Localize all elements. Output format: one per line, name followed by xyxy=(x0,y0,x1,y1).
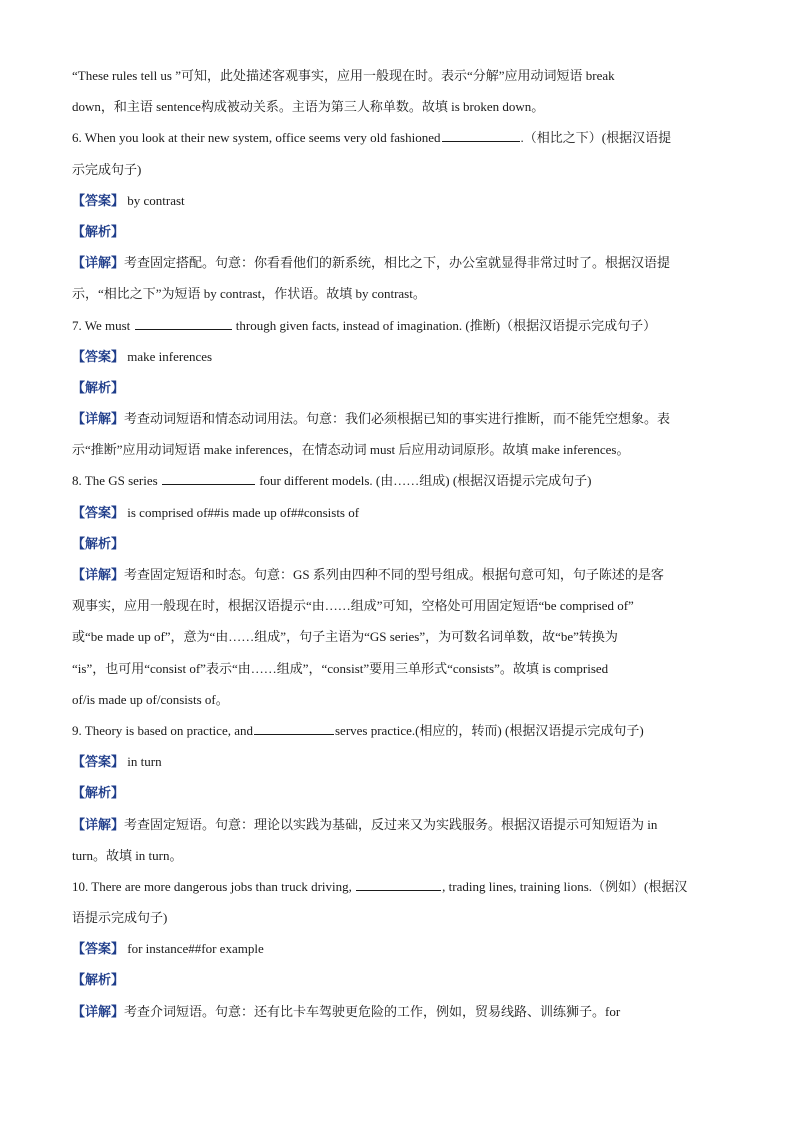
analysis-tag: 【解析】 xyxy=(72,223,125,239)
analysis-tag: 【解析】 xyxy=(72,535,125,551)
detail-line: “is”，也可用“consist of”表示“由……组成”，“consist”要用三单形式“consists”。故填 is comprised xyxy=(72,660,609,676)
detail-line: 观事实，应用一般现在时，根据汉语提示“由……组成”可知，空格处可用固定短语“be comprised of” xyxy=(72,598,634,614)
question-6 xyxy=(72,122,722,153)
detail-tag: 【详解】 xyxy=(72,1003,125,1019)
detail-line: 示“推断”应用动词短语 make inferences，在情态动词 must 后应用动词原形。故填 make inferences。 xyxy=(72,442,630,458)
answer-text: is comprised of##is made up of##consists of xyxy=(124,504,360,520)
answer-blank xyxy=(254,722,334,735)
intro-line: “These rules tell us ”可知，此处描述客观事实，应用一般现在时。表示“分解”应用动词短语 break xyxy=(72,68,615,83)
question-10 xyxy=(72,871,722,902)
detail-text: 考查动词短语和情态动词用法。句意：我们必须根据已知的事实进行推断，而不能凭空想象。表 xyxy=(124,411,671,427)
detail-line: 或“be made up of”，意为“由……组成”，句子主语为“GS series”，为可数名词单数，故“be”转换为 xyxy=(72,629,618,645)
detail-line xyxy=(72,403,722,434)
question-text: 8. The GS series xyxy=(72,473,161,489)
detail-line: 示，“相比之下”为短语 by contrast，作状语。故填 by contrast。 xyxy=(72,286,426,302)
answer-tag: 【答案】 xyxy=(72,504,125,520)
detail-tag: 【详解】 xyxy=(72,411,125,427)
answer-line xyxy=(72,746,722,777)
detail-line xyxy=(72,996,722,1027)
answer-blank xyxy=(135,317,232,330)
analysis-tag: 【解析】 xyxy=(72,785,125,801)
detail-text: 考查介词短语。句意：还有比卡车驾驶更危险的工作，例如，贸易线路、训练狮子。for xyxy=(124,1003,621,1019)
analysis-line xyxy=(72,528,722,559)
answer-text: in turn xyxy=(124,754,162,770)
detail-tag: 【详解】 xyxy=(72,255,125,271)
question-text: .（相比之下）(根据汉语提 xyxy=(520,130,672,146)
question-6-cont: 示完成句子) xyxy=(72,161,142,177)
document-page xyxy=(72,60,722,1027)
answer-line xyxy=(72,933,722,964)
question-9 xyxy=(72,715,722,746)
question-text: through given facts, instead of imagination. (推断)（根据汉语提示完成句子） xyxy=(232,317,657,333)
question-text: 7. We must xyxy=(72,317,134,333)
answer-text: for instance##for example xyxy=(124,941,264,957)
answer-blank xyxy=(442,129,520,142)
answer-blank xyxy=(356,878,441,891)
answer-text: make inferences xyxy=(124,348,213,364)
question-8 xyxy=(72,465,722,496)
analysis-line xyxy=(72,777,722,808)
question-text: serves practice.(相应的，转而) (根据汉语提示完成句子) xyxy=(334,722,644,738)
analysis-tag: 【解析】 xyxy=(72,972,125,988)
answer-tag: 【答案】 xyxy=(72,941,125,957)
answer-tag: 【答案】 xyxy=(72,754,125,770)
detail-line xyxy=(72,809,722,840)
analysis-line xyxy=(72,964,722,995)
detail-line xyxy=(72,559,722,590)
question-text: 10. There are more dangerous jobs than truck driving, xyxy=(72,878,356,894)
answer-tag: 【答案】 xyxy=(72,348,125,364)
detail-text: 考查固定短语。句意：理论以实践为基础，反过来又为实践服务。根据汉语提示可知短语为 in xyxy=(124,816,658,832)
question-10-cont: 语提示完成句子) xyxy=(72,910,168,926)
answer-line xyxy=(72,341,722,372)
question-text: four different models. (由……组成) (根据汉语提示完成句子) xyxy=(255,473,592,489)
detail-line xyxy=(72,247,722,278)
question-text: 6. When you look at their new system, office seems very old fashioned xyxy=(72,130,441,146)
answer-tag: 【答案】 xyxy=(72,192,125,208)
analysis-line xyxy=(72,372,722,403)
intro-line: down，和主语 sentence构成被动关系。主语为第三人称单数。故填 is broken down。 xyxy=(72,99,545,115)
answer-line xyxy=(72,185,722,216)
detail-tag: 【详解】 xyxy=(72,816,125,832)
answer-line xyxy=(72,497,722,528)
answer-text: by contrast xyxy=(124,192,185,208)
question-text: , trading lines, training lions.（例如）(根据汉 xyxy=(442,878,688,894)
detail-line: turn。故填 in turn。 xyxy=(72,847,183,863)
detail-text: 考查固定短语和时态。句意：GS 系列由四种不同的型号组成。根据句意可知，句子陈述的是客 xyxy=(124,567,664,582)
analysis-tag: 【解析】 xyxy=(72,379,125,395)
question-7 xyxy=(72,310,722,341)
answer-blank xyxy=(162,472,255,485)
detail-line: of/is made up of/consists of。 xyxy=(72,691,229,707)
question-text: 9. Theory is based on practice, and xyxy=(72,722,253,738)
analysis-line xyxy=(72,216,722,247)
detail-text: 考查固定搭配。句意：你看看他们的新系统，相比之下，办公室就显得非常过时了。根据汉语提 xyxy=(124,255,671,271)
detail-tag: 【详解】 xyxy=(72,567,125,582)
